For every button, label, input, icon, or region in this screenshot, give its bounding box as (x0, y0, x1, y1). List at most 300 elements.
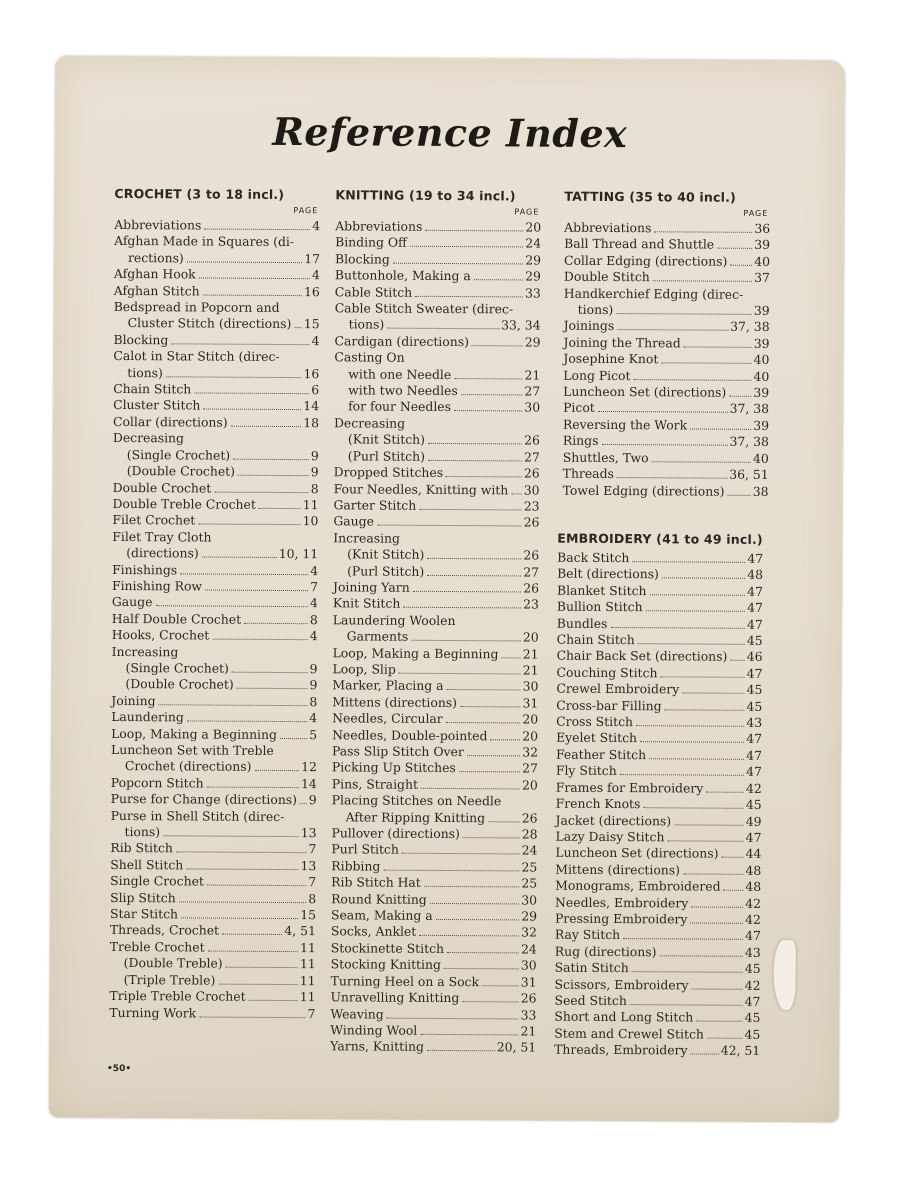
index-entry (563, 400, 769, 418)
dot-leader (691, 906, 743, 907)
entry-pages: 13 (300, 857, 317, 874)
entry-name: Fly Stitch (555, 762, 617, 779)
entry-name: Stem and Crewel Stitch (554, 1025, 704, 1042)
dot-leader (163, 835, 299, 837)
dot-leader (727, 494, 750, 495)
dot-leader (424, 886, 520, 888)
index-entry (111, 726, 317, 744)
entry-pages: 20 (522, 728, 539, 744)
entry-name: Loop, Slip (332, 661, 396, 677)
dot-leader (683, 873, 744, 874)
dot-leader (446, 689, 520, 690)
entry-pages: 36, 51 (729, 466, 769, 483)
dot-leader (490, 739, 520, 740)
entry-pages: 8 (310, 480, 319, 496)
index-entry (555, 878, 761, 896)
dot-leader (730, 265, 752, 266)
dot-leader (729, 396, 751, 397)
index-entry (331, 825, 537, 843)
dot-leader (653, 280, 752, 282)
entry-name: Picot (563, 400, 595, 416)
dot-leader (474, 279, 523, 280)
entry-pages: 9 (308, 792, 317, 808)
entry-pages: 14 (300, 775, 317, 792)
dot-leader (454, 411, 522, 412)
entry-name: Purl Stitch (331, 841, 399, 858)
dot-leader (617, 329, 728, 331)
dot-leader (421, 788, 520, 790)
entry-name: Loop, Making a Beginning (111, 725, 278, 742)
entry-name: Turning Heel on a Sock (330, 972, 480, 989)
index-entry (557, 582, 763, 600)
entry-name: Popcorn Stitch (110, 774, 204, 791)
entry-pages: 25 (521, 859, 538, 875)
entry-name: Garter Stitch (333, 497, 417, 513)
entry-name: Chain Stitch (113, 381, 192, 397)
entry-pages: 49 (745, 813, 762, 829)
dot-leader (461, 394, 523, 395)
index-entry (109, 988, 315, 1006)
dot-leader (652, 461, 751, 463)
entry-pages: 42, 51 (720, 1042, 761, 1059)
entry-name: Stockinette Stitch (330, 940, 445, 956)
dot-leader (446, 722, 521, 723)
entry-pages: 47 (747, 583, 764, 599)
dot-leader (428, 443, 522, 445)
entry-pages: 39 (753, 384, 770, 401)
entry-name: Purse for Change (directions) (110, 791, 298, 808)
entry-name: Bullion Stitch (556, 598, 643, 615)
entry-pages: 47 (745, 928, 761, 944)
entry-name: Cross-bar Filling (556, 697, 662, 713)
entry-pages: 7 (310, 579, 319, 595)
entry-pages: 4 (309, 595, 318, 611)
dot-leader (717, 248, 752, 249)
entry-name: Bedspread in Popcorn and (113, 298, 280, 316)
dot-leader (430, 903, 520, 905)
index-entry (111, 758, 317, 776)
entry-name: Finishings (112, 561, 178, 577)
dot-leader (181, 917, 298, 919)
entry-pages: 4 (309, 628, 318, 644)
entry-name: tions) (348, 316, 385, 333)
dot-leader (649, 594, 745, 596)
dot-leader (393, 262, 523, 264)
index-entry (332, 678, 538, 696)
dot-leader (654, 231, 752, 233)
entry-pages: 11 (299, 939, 316, 956)
entry-pages: 39 (753, 417, 770, 433)
entry-name: Rib Stitch Hat (331, 874, 421, 891)
index-entry (110, 955, 316, 973)
entry-pages: 47 (747, 550, 764, 566)
entry-name: Buttonhole, Making a (334, 267, 471, 284)
dot-leader (601, 444, 727, 446)
index-entry (556, 763, 762, 781)
index-entry (110, 906, 316, 924)
entry-name: Monograms, Embroidered (555, 877, 721, 894)
entry-name: Long Picot (563, 367, 631, 383)
entry-pages: 40 (754, 253, 771, 269)
entry-name: Finishing Row (111, 577, 203, 594)
entry-pages: 33, 34 (501, 317, 541, 334)
index-entry (557, 566, 763, 584)
dot-leader (598, 411, 728, 413)
entry-pages: 21 (524, 367, 541, 383)
entry-pages: 4 (312, 218, 321, 234)
index-entry (554, 1025, 760, 1043)
index-entry (334, 415, 540, 433)
dot-leader (674, 824, 744, 825)
entry-name: Binding Off (335, 234, 407, 251)
entry-name: Shuttles, Two (562, 449, 649, 465)
entry-pages: 7 (307, 1005, 316, 1021)
dot-leader (194, 393, 309, 395)
entry-name: (Knit Stitch) (347, 546, 425, 562)
entry-pages: 10 (302, 513, 319, 529)
entry-name: Mittens (directions) (555, 861, 681, 878)
index-entry (114, 266, 320, 284)
index-entry (333, 546, 539, 564)
entry-name: Afghan Made in Squares (di- (114, 233, 295, 250)
entry-name: Collar Edging (directions) (563, 252, 728, 269)
entry-pages: 8 (309, 611, 318, 627)
entry-pages: 48 (747, 567, 764, 583)
index-entry (555, 960, 761, 978)
index-entry (563, 482, 769, 500)
entry-name: Pressing Embroidery (554, 910, 688, 927)
entry-name: Pullover (directions) (331, 825, 460, 842)
entry-name: Decreasing (112, 430, 185, 446)
entry-name: French Knots (555, 795, 641, 812)
dot-leader (459, 771, 520, 772)
dot-leader (179, 901, 306, 903)
entry-name: Stocking Knitting (330, 956, 441, 973)
section-crochet (109, 186, 320, 1022)
dot-leader (415, 295, 523, 297)
index-entry (111, 791, 317, 809)
index-entry (114, 315, 320, 333)
index-entry (335, 317, 541, 335)
dot-leader (203, 409, 301, 411)
entry-pages: 40 (752, 450, 769, 466)
index-entry (333, 530, 539, 548)
index-entry (563, 351, 769, 369)
entry-name: Winding Wool (330, 1022, 418, 1038)
index-entry (332, 776, 538, 794)
entry-name: Joining Yarn (332, 579, 410, 595)
entry-name: Needles, Circular (332, 710, 443, 727)
entry-name: Marker, Placing a (332, 677, 444, 694)
dot-leader (176, 852, 307, 854)
entry-name: Towel Edging (directions) (562, 482, 725, 499)
entry-list (554, 550, 763, 1060)
entry-name: Cross Stitch (556, 713, 634, 730)
index-entry (330, 1022, 536, 1040)
entry-name: Joining (111, 692, 156, 709)
entry-name: Lazy Daisy Stitch (555, 828, 665, 845)
entry-name: (Purl Stitch) (347, 448, 425, 464)
index-entry (112, 545, 318, 563)
entry-name: Handkerchief Edging (direc- (563, 285, 744, 302)
section-embroidery (554, 531, 763, 1060)
index-entry (564, 318, 770, 336)
dot-leader (214, 491, 308, 493)
index-entry (333, 645, 539, 663)
index-entry (331, 957, 537, 975)
entry-name: Mittens (directions) (332, 694, 458, 710)
entry-pages: 26 (523, 465, 540, 481)
entry-pages: 40 (753, 368, 770, 384)
dot-leader (159, 704, 308, 706)
entry-name: Double Crochet (112, 479, 212, 496)
entry-list (330, 218, 541, 1056)
dot-leader (488, 821, 520, 822)
index-entry (330, 1039, 536, 1057)
entry-pages: 39 (754, 237, 771, 253)
entry-pages: 45 (745, 796, 762, 813)
index-entry (331, 858, 537, 876)
dot-leader (630, 1004, 743, 1006)
entry-name: Ribbing (331, 858, 381, 874)
section-heading: EMBROIDERY (41 to 49 incl.) (557, 530, 763, 547)
dot-leader (667, 840, 743, 841)
index-entry (332, 809, 538, 827)
entry-name: Afghan Hook (113, 266, 196, 282)
entry-pages: 9 (309, 677, 318, 693)
index-entry (111, 693, 317, 711)
dot-leader (427, 558, 521, 560)
entry-name: (directions) (126, 545, 199, 561)
entry-pages: 18 (303, 414, 320, 431)
entry-name: Joining the Thread (563, 334, 681, 351)
entry-pages: 32 (521, 924, 537, 941)
index-entry (331, 875, 537, 893)
entry-pages: 20 (522, 711, 539, 727)
entry-name: Crochet (directions) (124, 758, 252, 775)
entry-pages: 7 (308, 874, 317, 890)
entry-pages: 30 (522, 678, 539, 694)
entry-pages: 29 (524, 334, 541, 350)
index-entry (556, 747, 762, 765)
entry-name: Afghan Stitch (113, 282, 200, 299)
dot-leader (661, 363, 751, 365)
dot-leader (444, 968, 519, 969)
entry-name: Needles, Embroidery (555, 894, 689, 911)
entry-name: Decreasing (333, 415, 406, 431)
index-entry (556, 681, 762, 699)
index-entry (334, 333, 540, 351)
entry-pages: 4 (311, 333, 320, 349)
dot-leader (632, 971, 743, 973)
dot-leader (232, 672, 308, 673)
entry-pages: 4 (310, 562, 319, 578)
index-entry (335, 251, 541, 269)
dot-leader (387, 1017, 519, 1019)
index-entry (331, 973, 537, 991)
dot-leader (180, 573, 308, 575)
entry-name: Single Crochet (110, 873, 204, 889)
dot-leader (199, 278, 310, 280)
index-entry (555, 894, 761, 912)
entry-pages: 37, 38 (729, 434, 769, 450)
entry-pages: 42 (744, 977, 761, 993)
entry-pages: 5 (309, 726, 318, 742)
entry-pages: 27 (523, 563, 540, 580)
dot-leader (646, 610, 746, 612)
entry-name: (Double Crochet) (126, 463, 236, 479)
entry-name: Filet Crochet (112, 512, 196, 528)
entry-name: Loop, Making a Beginning (332, 644, 499, 661)
index-entry (331, 940, 537, 958)
dot-leader (198, 524, 300, 526)
entry-name: Chain Stitch (556, 631, 635, 648)
entry-pages: 4 (309, 710, 318, 726)
entry-pages: 45 (744, 1010, 761, 1026)
dot-leader (218, 983, 297, 984)
dot-leader (171, 343, 309, 345)
entry-pages: 25 (521, 875, 538, 891)
entry-name: tions) (127, 364, 163, 380)
index-entry (555, 845, 761, 863)
index-entry (114, 233, 320, 251)
entry-name: Unravelling Knitting (330, 989, 460, 1006)
entry-pages: 29 (525, 252, 542, 268)
index-entry (112, 529, 318, 547)
index-entry (113, 381, 319, 399)
entry-name: Cluster Stitch (directions) (127, 315, 292, 332)
entry-name: Jacket (directions) (555, 812, 672, 828)
dot-leader (166, 376, 302, 378)
entry-pages: 23 (523, 596, 539, 612)
entry-name: Abbreviations (335, 218, 423, 234)
entry-pages: 26 (523, 514, 540, 530)
entry-name: Crewel Embroidery (556, 680, 680, 697)
entry-name: Round Knitting (331, 890, 427, 907)
entry-name: Blocking (334, 251, 390, 267)
entry-pages: 47 (746, 665, 763, 681)
index-entry (111, 775, 317, 793)
entry-name: Filet Tray Cloth (112, 528, 212, 545)
index-entry (564, 285, 770, 303)
dot-leader (204, 229, 310, 231)
index-entry (334, 432, 540, 450)
entry-name: Joinings (563, 318, 615, 334)
dot-leader (690, 922, 743, 923)
entry-pages: 24 (525, 235, 542, 251)
entry-name: Seam, Making a (330, 907, 433, 923)
entry-pages: 20, 51 (496, 1039, 537, 1055)
entry-pages: 47 (747, 600, 763, 616)
entry-name: Star Stitch (109, 906, 179, 922)
dot-leader (662, 578, 745, 580)
entry-name: Picking Up Stitches (331, 759, 456, 776)
index-entry (110, 824, 316, 842)
entry-name: Blanket Stitch (556, 582, 647, 599)
dot-leader (610, 627, 745, 629)
index-entry (332, 694, 538, 712)
entry-name: Double Treble Crochet (112, 495, 256, 512)
entry-pages: 30 (520, 957, 537, 973)
dot-leader (428, 460, 522, 462)
index-entry (112, 611, 318, 629)
entry-name: Abbreviations (564, 219, 652, 236)
entry-pages: 45 (744, 960, 761, 977)
index-entry (334, 481, 540, 499)
entry-name: Ray Stitch (554, 927, 621, 943)
dot-leader (640, 742, 744, 744)
index-entry (111, 709, 317, 727)
entry-name: Couching Stitch (556, 664, 658, 681)
index-entry (335, 284, 541, 302)
index-entry (113, 463, 319, 481)
dot-leader (203, 294, 302, 296)
dot-leader (411, 640, 521, 642)
entry-pages: 26 (523, 580, 540, 596)
entry-pages: 42 (745, 780, 762, 796)
page-column-label: PAGE (743, 208, 769, 218)
entry-name: (Knit Stitch) (347, 431, 426, 448)
dot-leader (207, 885, 306, 887)
entry-name: Threads (562, 465, 614, 482)
dot-leader (244, 623, 308, 624)
index-entry (112, 644, 318, 662)
dot-leader (387, 328, 499, 330)
entry-name: Collar (directions) (112, 413, 228, 430)
index-entry (556, 812, 762, 830)
dot-leader (402, 853, 520, 855)
entry-name: Garments (346, 628, 409, 644)
entry-name: Cable Stitch Sweater (direc- (334, 300, 514, 317)
index-entry (335, 268, 541, 286)
entry-name: Gauge (111, 594, 153, 610)
entry-name: Back Stitch (557, 549, 630, 566)
entry-name: Laundering (111, 709, 184, 725)
entry-pages: 16 (303, 365, 320, 381)
index-entry (113, 332, 319, 350)
dot-leader (660, 676, 744, 678)
index-entry (563, 335, 769, 353)
entry-pages: 45 (746, 682, 763, 698)
page-title: Reference Index (272, 108, 628, 157)
index-entry (112, 594, 318, 612)
dot-leader (730, 660, 744, 661)
index-entry (557, 550, 763, 568)
index-entry (335, 218, 541, 236)
index-entry (332, 727, 538, 745)
entry-name: Pins, Straight (331, 776, 419, 792)
entry-name: Increasing (111, 643, 179, 659)
index-entry (556, 779, 762, 797)
index-entry (554, 1009, 760, 1027)
dot-leader (419, 935, 519, 937)
dot-leader (222, 934, 282, 935)
entry-pages: 13 (300, 825, 317, 841)
entry-name: Short and Long Stitch (554, 1009, 694, 1025)
index-entry (334, 382, 540, 400)
dot-leader (187, 721, 307, 723)
index-entry (564, 269, 770, 287)
entry-pages: 45 (746, 632, 763, 648)
index-entry (334, 399, 540, 417)
index-entry (335, 235, 541, 253)
index-entry (557, 615, 763, 633)
entry-name: Scissors, Embroidery (554, 976, 689, 993)
paper-tear (773, 940, 795, 1010)
index-entry (563, 367, 769, 385)
entry-name: tions) (124, 824, 161, 840)
entry-name: Belt (directions) (557, 566, 659, 582)
